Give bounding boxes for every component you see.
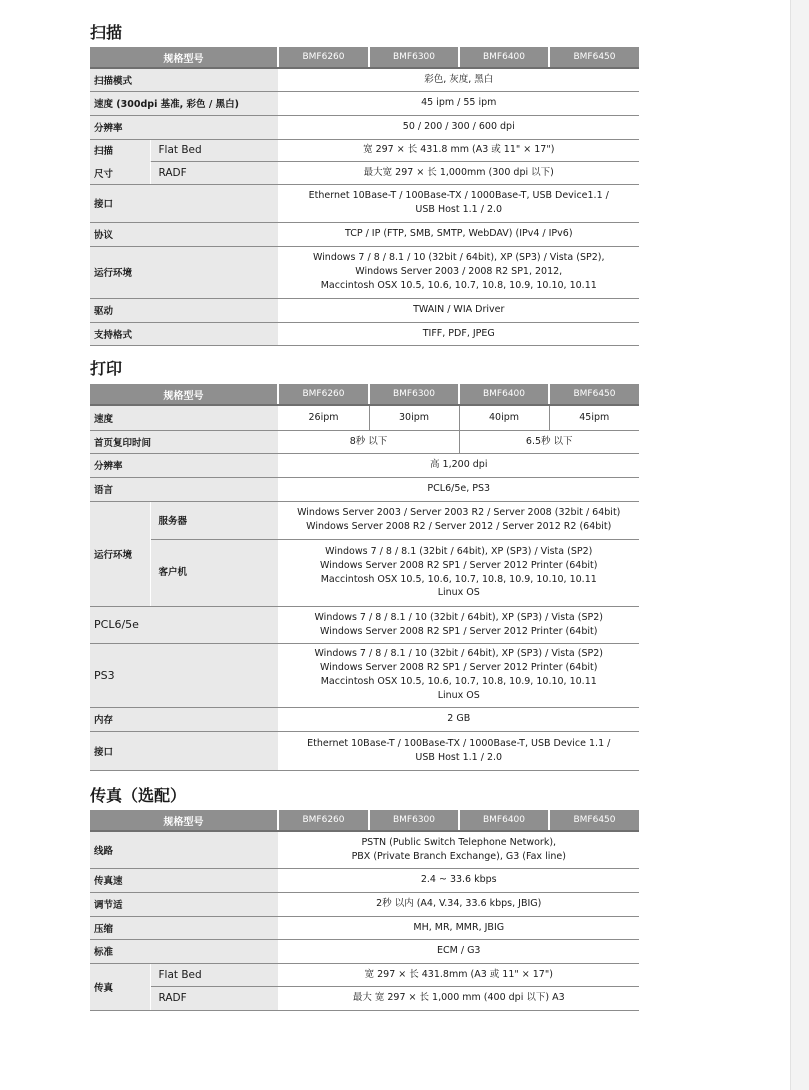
row-value [278, 184, 639, 222]
value-line: Ethernet 10Base-T / 100Base-TX / 1000Base-T, USB Device1.1 / [308, 190, 609, 202]
row-sublabel: Flat Bed [150, 963, 278, 986]
model-header: BMF6300 [369, 47, 459, 68]
table-row [90, 405, 639, 430]
scan-spec-table [90, 47, 639, 346]
row-sublabel: 客户机 [150, 539, 278, 606]
row-label: PS3 [90, 643, 278, 707]
model-header: BMF6260 [278, 384, 369, 405]
table-row [90, 139, 639, 161]
table-row [90, 939, 639, 963]
row-label: 扫描 [90, 139, 150, 161]
value-line: Windows Server 2008 R2 SP1 / Server 2012 Printer (64bit) [320, 559, 598, 571]
row-label: 速度 (300dpi 基准, 彩色 / 黑白) [90, 91, 278, 115]
row-label: 接口 [90, 731, 278, 770]
spec-model-header: 规格型号 [90, 810, 278, 831]
table-header-row [90, 810, 639, 831]
table-row [90, 222, 639, 246]
model-header: BMF6400 [459, 47, 549, 68]
table-row [90, 115, 639, 139]
value-line: Windows 7 / 8 / 8.1 (32bit / 64bit), XP (SP3) / Vista (SP2) [325, 545, 593, 557]
row-label: PCL6/5e [90, 606, 278, 643]
row-value: 2.4 ~ 33.6 kbps [278, 868, 639, 892]
row-value: 宽 297 × 长 431.8 mm (A3 或 11" × 17") [278, 139, 639, 161]
row-label: 运行环境 [90, 246, 278, 298]
row-value: MH, MR, MMR, JBIG [278, 916, 639, 939]
spec-model-header: 规格型号 [90, 47, 278, 68]
row-value: 2秒 以内 (A4, V.34, 33.6 kbps, JBIG) [278, 892, 639, 916]
value-line: Linux OS [437, 587, 480, 599]
spec-model-header: 规格型号 [90, 384, 278, 405]
row-label: 线路 [90, 831, 278, 868]
value-line: Windows 7 / 8 / 8.1 / 10 (32bit / 64bit), XP (SP3) / Vista (SP2) [314, 648, 603, 660]
table-header-row [90, 47, 639, 68]
row-value: 最大宽 297 × 长 1,000mm (300 dpi 以下) [278, 161, 639, 184]
row-sublabel: 服务器 [150, 501, 278, 539]
row-label: 分辨率 [90, 453, 278, 477]
row-value: 高 1,200 dpi [278, 453, 639, 477]
row-label: 支持格式 [90, 322, 278, 345]
table-row [90, 68, 639, 91]
row-label: 标准 [90, 939, 278, 963]
table-row [90, 246, 639, 298]
model-header: BMF6300 [369, 810, 459, 831]
row-value: 45 ipm / 55 ipm [278, 91, 639, 115]
model-header: BMF6400 [459, 384, 549, 405]
table-row [90, 477, 639, 501]
table-row [90, 986, 639, 1010]
row-label: 传真速 [90, 868, 278, 892]
table-row [90, 963, 639, 986]
table-row [90, 184, 639, 222]
row-label: 运行环境 [90, 501, 150, 606]
row-value: 宽 297 × 长 431.8mm (A3 或 11" × 17") [278, 963, 639, 986]
model-header: BMF6450 [549, 384, 639, 405]
table-row [90, 831, 639, 868]
row-sublabel: RADF [150, 986, 278, 1010]
table-row [90, 298, 639, 322]
speed-value: 40ipm [459, 405, 549, 430]
value-line: PBX (Private Branch Exchange), G3 (Fax line) [351, 850, 566, 862]
row-value [278, 643, 639, 707]
value-line: Windows 7 / 8 / 8.1 / 10 (32bit / 64bit), XP (SP3) / Vista (SP2) [314, 611, 603, 623]
model-header: BMF6260 [278, 47, 369, 68]
row-value: TCP / IP (FTP, SMB, SMTP, WebDAV) (IPv4 / IPv6) [278, 222, 639, 246]
table-row [90, 643, 639, 707]
value-line: Windows Server 2008 R2 / Server 2012 / Server 2012 R2 (64bit) [306, 521, 612, 532]
table-row [90, 731, 639, 770]
row-label: 调节适 [90, 892, 278, 916]
row-value [278, 606, 639, 643]
table-row [90, 707, 639, 731]
row-value: 6.5秒 以下 [459, 430, 639, 453]
row-value [278, 501, 639, 539]
value-line: USB Host 1.1 / 2.0 [415, 204, 503, 215]
row-value: TWAIN / WIA Driver [278, 298, 639, 322]
table-row [90, 868, 639, 892]
speed-value: 30ipm [369, 405, 459, 430]
value-line: Windows Server 2008 R2 SP1 / Server 2012 Printer (64bit) [320, 625, 598, 637]
row-label: 分辨率 [90, 115, 278, 139]
speed-value: 45ipm [549, 405, 639, 430]
table-row [90, 892, 639, 916]
value-line: Windows Server 2003 / 2008 R2 SP1, 2012, [355, 266, 563, 278]
print-spec-table [90, 384, 639, 771]
model-header: BMF6450 [549, 810, 639, 831]
row-label: 语言 [90, 477, 278, 501]
table-header-row [90, 384, 639, 405]
row-sublabel: Flat Bed [150, 139, 278, 161]
row-label: 首页复印时间 [90, 430, 278, 453]
row-value [278, 539, 639, 606]
section-title-print: 打印 [90, 359, 123, 378]
table-row [90, 91, 639, 115]
value-line: Maccintosh OSX 10.5, 10.6, 10.7, 10.8, 10.9, 10.10, 10.11 [320, 676, 597, 687]
row-label: 驱动 [90, 298, 278, 322]
row-label: 压缩 [90, 916, 278, 939]
value-line: Windows Server 2003 / Server 2003 R2 / Server 2008 (32bit / 64bit) [297, 507, 621, 519]
value-line: Linux OS [437, 689, 480, 701]
model-header: BMF6260 [278, 810, 369, 831]
value-line: PSTN (Public Switch Telephone Network), [361, 836, 557, 848]
value-line: USB Host 1.1 / 2.0 [415, 751, 503, 763]
table-row [90, 539, 639, 606]
row-value: 彩色, 灰度, 黑白 [278, 68, 639, 91]
row-label: 速度 [90, 405, 278, 430]
row-value: 50 / 200 / 300 / 600 dpi [278, 115, 639, 139]
row-value: PCL6/5e, PS3 [278, 477, 639, 501]
row-value: 8秒 以下 [278, 430, 459, 453]
row-label: 扫描模式 [90, 68, 278, 91]
section-title-scan: 扫描 [90, 23, 123, 42]
value-line: Maccintosh OSX 10.5, 10.6, 10.7, 10.8, 10.9, 10.10, 10.11 [320, 279, 597, 291]
model-header: BMF6300 [369, 384, 459, 405]
fax-spec-table [90, 810, 639, 1011]
model-header: BMF6400 [459, 810, 549, 831]
table-row [90, 161, 639, 184]
row-value: 最大 宽 297 × 长 1,000 mm (400 dpi 以下) A3 [278, 986, 639, 1010]
row-label: 协议 [90, 222, 278, 246]
table-row [90, 430, 639, 453]
row-label: 接口 [90, 184, 278, 222]
page-edge-shadow [790, 0, 809, 1090]
value-line: Windows 7 / 8 / 8.1 / 10 (32bit / 64bit), XP (SP3) / Vista (SP2), [312, 252, 605, 264]
table-row [90, 606, 639, 643]
row-value [278, 831, 639, 868]
model-header: BMF6450 [549, 47, 639, 68]
row-value: ECM / G3 [278, 939, 639, 963]
row-sublabel: RADF [150, 161, 278, 184]
speed-value: 26ipm [278, 405, 369, 430]
row-value: 2 GB [278, 707, 639, 731]
row-label: 传真 [90, 963, 150, 1010]
row-value [278, 731, 639, 770]
table-row [90, 501, 639, 539]
section-title-fax: 传真（选配） [90, 786, 187, 805]
table-row [90, 322, 639, 345]
value-line: Windows Server 2008 R2 SP1 / Server 2012 Printer (64bit) [320, 662, 598, 674]
table-row [90, 453, 639, 477]
row-label: 尺寸 [90, 161, 150, 184]
table-row [90, 916, 639, 939]
value-line: Ethernet 10Base-T / 100Base-TX / 1000Base-T, USB Device 1.1 / [307, 737, 611, 749]
row-label: 内存 [90, 707, 278, 731]
row-value [278, 246, 639, 298]
value-line: Maccintosh OSX 10.5, 10.6, 10.7, 10.8, 10.9, 10.10, 10.11 [320, 573, 597, 585]
row-value: TIFF, PDF, JPEG [278, 322, 639, 345]
